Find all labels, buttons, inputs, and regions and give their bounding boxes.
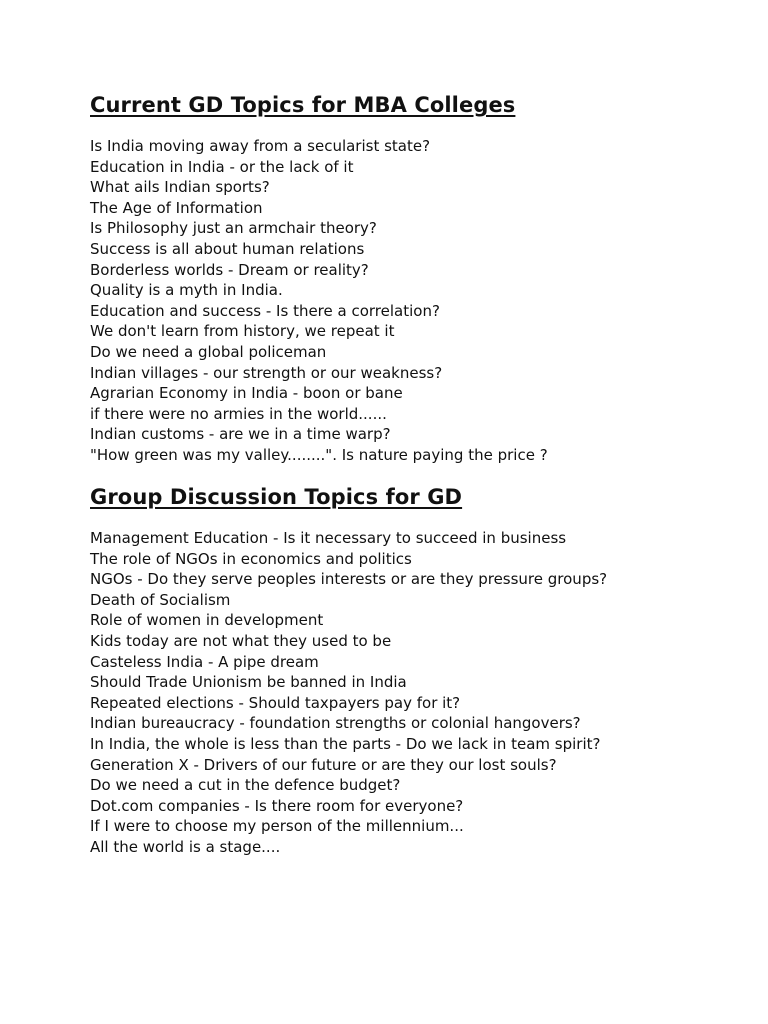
topic-item: Generation X - Drivers of our future or are they our lost souls? (90, 755, 557, 774)
section-current-gd-topics (90, 90, 670, 466)
topic-item: We don't learn from history, we repeat it (90, 322, 395, 341)
topic-item: Indian bureaucracy - foundation strengths or colonial hangovers? (90, 714, 581, 733)
topic-item: Is Philosophy just an armchair theory? (90, 219, 377, 238)
topic-item: NGOs - Do they serve peoples interests or are they pressure groups? (90, 570, 608, 589)
topic-list (90, 528, 670, 858)
topic-item: Education and success - Is there a correlation? (90, 301, 440, 320)
section-title: Group Discussion Topics for GD (90, 485, 463, 509)
topic-item: if there were no armies in the world...... (90, 404, 387, 423)
topic-item: Kids today are not what they used to be (90, 631, 392, 650)
topic-item: Borderless worlds - Dream or reality? (90, 260, 369, 279)
topic-item: The role of NGOs in economics and politics (90, 549, 412, 568)
topic-list (90, 136, 670, 466)
section-title: Current GD Topics for MBA Colleges (90, 93, 516, 117)
topic-item: Casteless India - A pipe dream (90, 652, 319, 671)
topic-item: Quality is a myth in India. (90, 281, 283, 300)
topic-item: Indian customs - are we in a time warp? (90, 425, 391, 444)
section-group-discussion-topics (90, 482, 670, 858)
topic-item: If I were to choose my person of the millennium... (90, 817, 464, 836)
topic-item: Repeated elections - Should taxpayers pay for it? (90, 693, 461, 712)
topic-item: "How green was my valley........". Is nature paying the price ? (90, 445, 548, 464)
topic-item: Success is all about human relations (90, 239, 365, 258)
topic-item: The Age of Information (90, 198, 263, 217)
topic-item: Should Trade Unionism be banned in India (90, 673, 407, 692)
topic-item: Management Education - Is it necessary to succeed in business (90, 529, 567, 547)
topic-item: Indian villages - our strength or our weakness? (90, 363, 443, 382)
topic-item: Dot.com companies - Is there room for everyone? (90, 796, 464, 815)
topic-item: Agrarian Economy in India - boon or bane (90, 384, 403, 403)
topic-item: Do we need a cut in the defence budget? (90, 776, 401, 795)
topic-item: In India, the whole is less than the parts - Do we lack in team spirit? (90, 734, 601, 753)
topic-item: Education in India - or the lack of it (90, 157, 354, 176)
topic-item: All the world is a stage.... (90, 837, 281, 856)
topic-item: Do we need a global policeman (90, 342, 327, 361)
topic-item: Is India moving away from a secularist state? (90, 137, 431, 155)
topic-item: What ails Indian sports? (90, 178, 270, 197)
topic-item: Death of Socialism (90, 590, 231, 609)
topic-item: Role of women in development (90, 611, 324, 630)
